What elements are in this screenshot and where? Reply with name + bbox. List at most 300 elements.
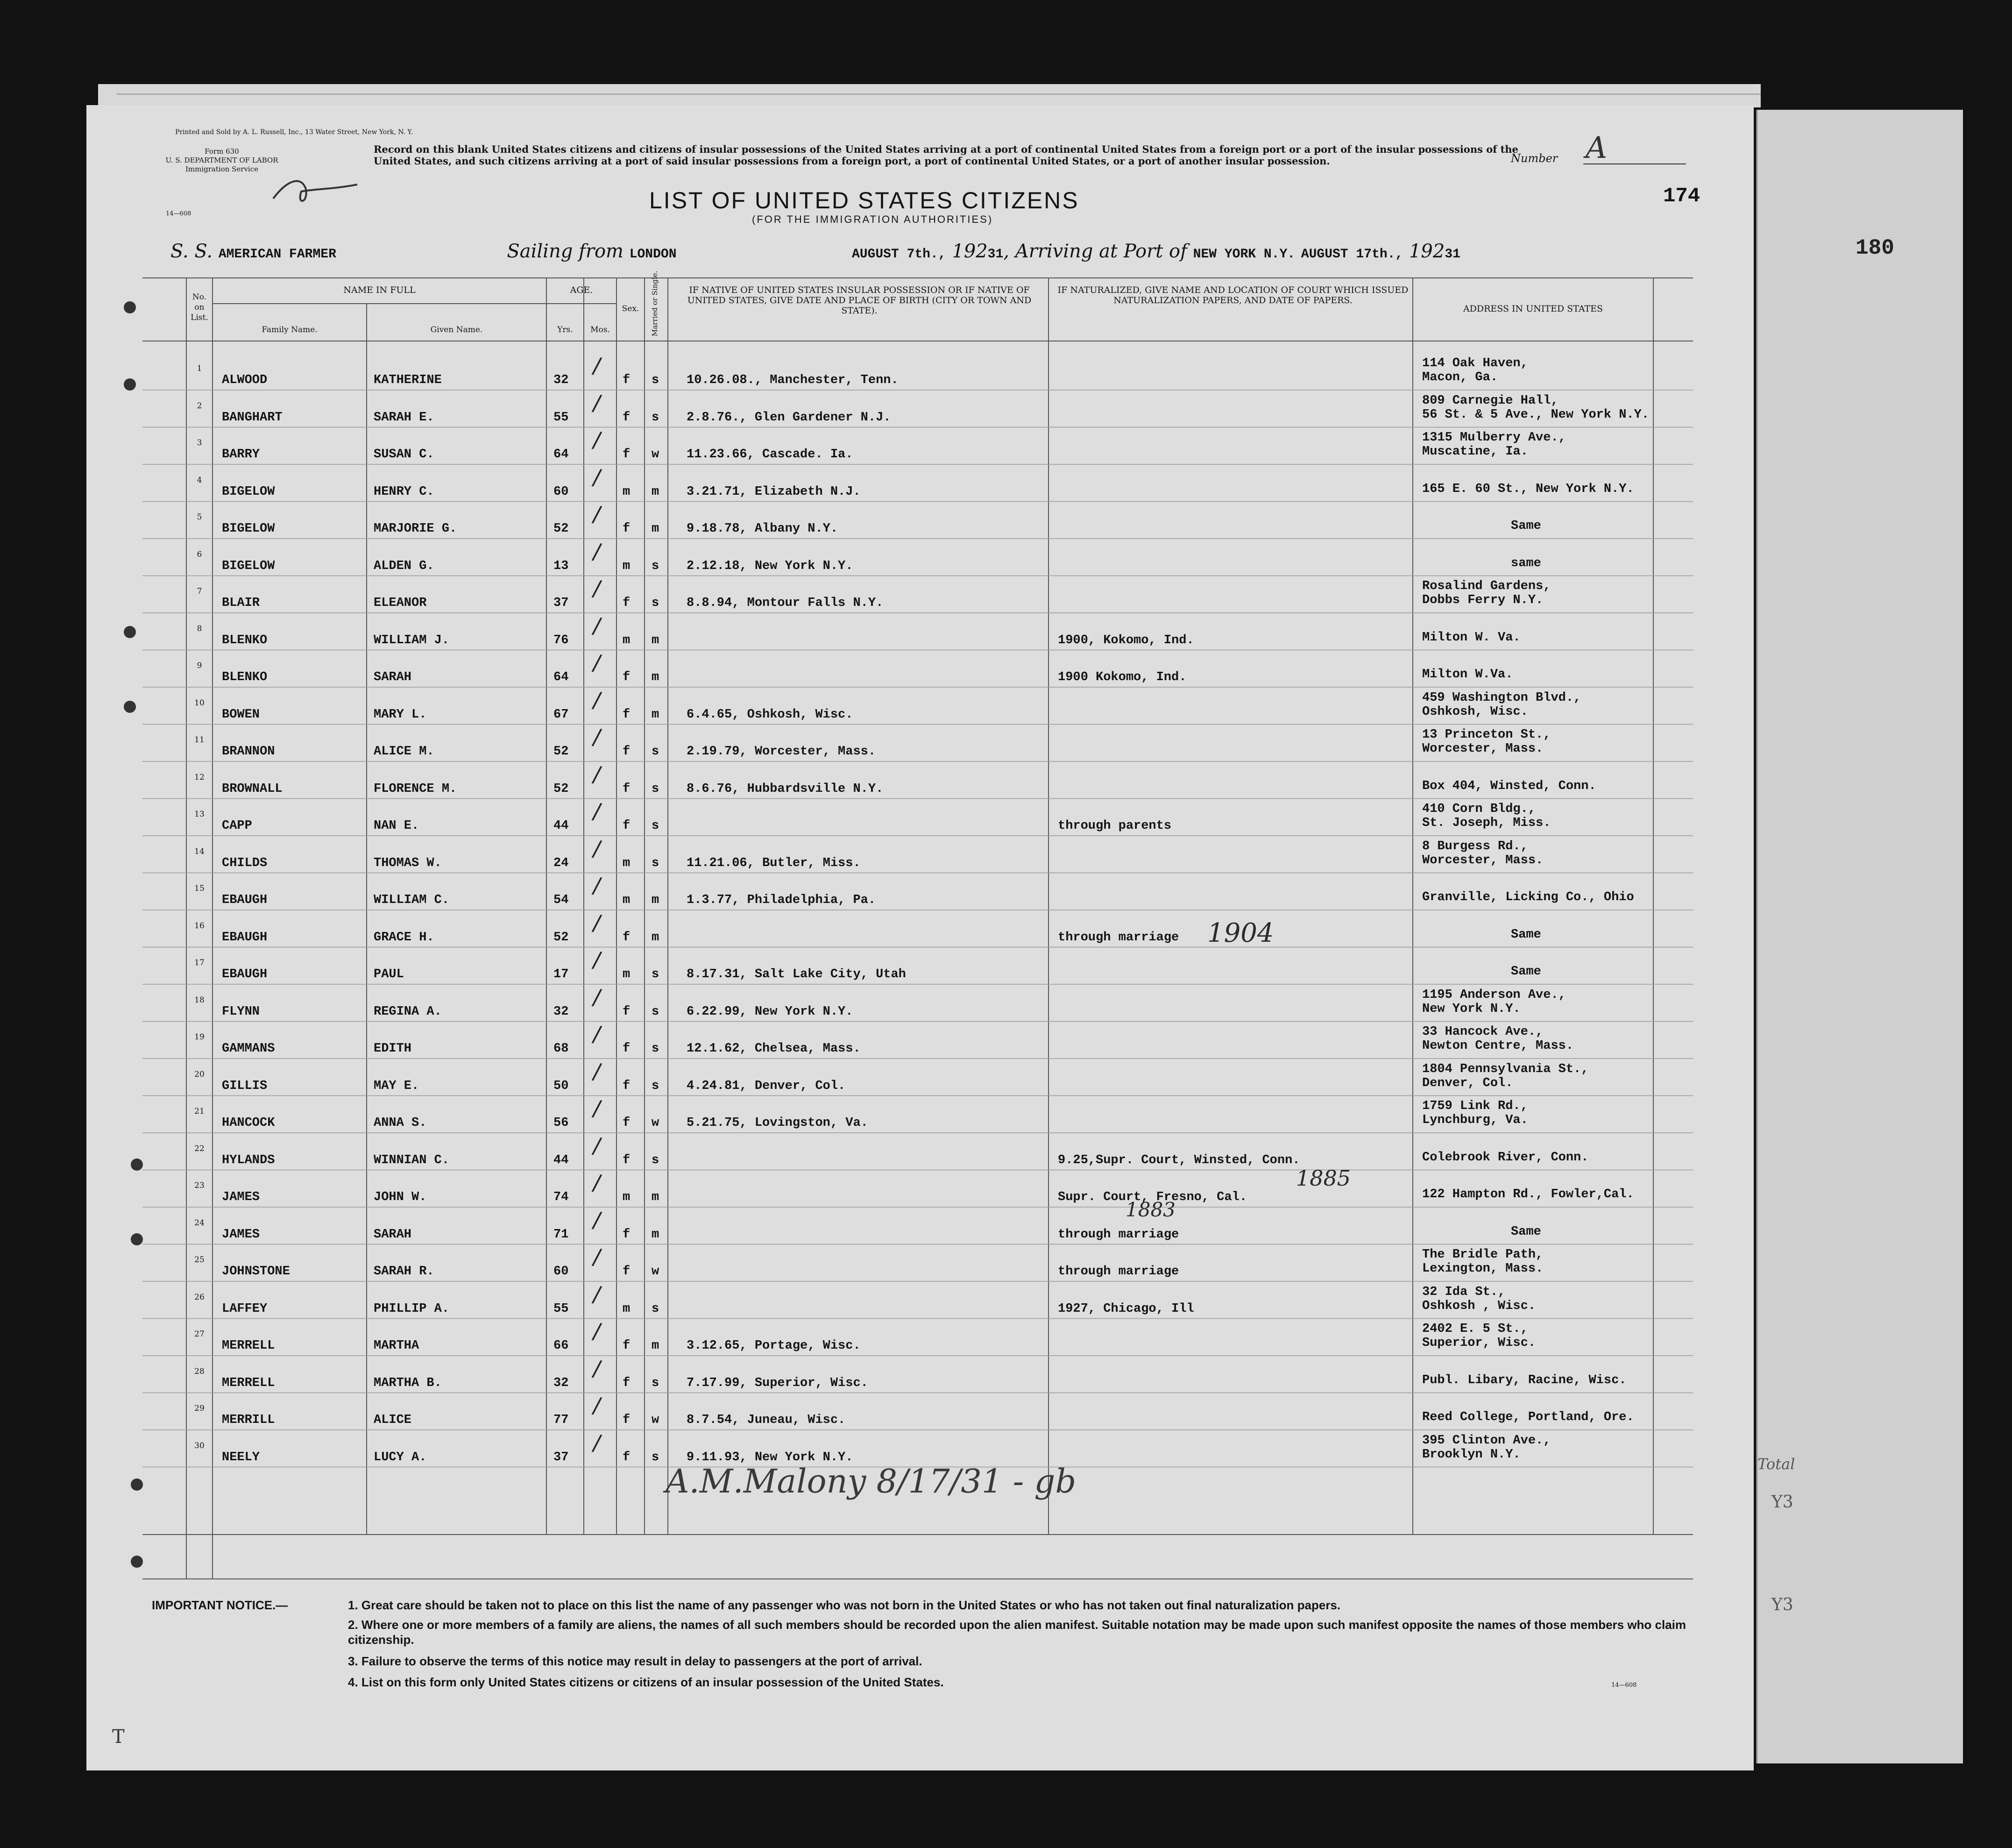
cell-birth: 1.3.77, Philadelphia, Pa. (687, 893, 876, 907)
row-number: 29 (194, 1404, 205, 1413)
cell-age: 52 (553, 930, 569, 945)
cell-family: EBAUGH (222, 967, 268, 981)
punch-hole (131, 1233, 143, 1245)
punch-hole (131, 1478, 143, 1491)
row-number: 13 (194, 810, 205, 819)
punch-hole (124, 301, 136, 313)
cell-address-line1: 13 Princeton St., (1422, 728, 1551, 742)
cell-birth: 6.4.65, Oshkosh, Wisc. (687, 707, 853, 722)
check-mark-icon: / (591, 1095, 603, 1122)
check-mark-icon: / (591, 798, 603, 825)
cell-age: 55 (553, 1301, 569, 1316)
cell-address-line2: St. Joseph, Miss. (1422, 816, 1551, 830)
row-number: 14 (194, 846, 205, 856)
cell-sex: f (623, 1153, 631, 1167)
notice-title: IMPORTANT NOTICE.— (152, 1598, 288, 1612)
cell-age: 44 (553, 819, 569, 833)
row-number: 11 (194, 735, 205, 745)
cell-family: BOWEN (222, 707, 260, 722)
cell-ms: s (652, 559, 659, 573)
check-mark-icon: / (591, 538, 603, 565)
arrival-year: 31 (1445, 247, 1460, 262)
cell-ms: s (652, 967, 659, 981)
cell-birth: 11.23.66, Cascade. Ia. (687, 448, 853, 462)
form-code: 14—608 (1611, 1682, 1637, 1689)
cell-given: SUSAN C. (374, 448, 434, 462)
cell-given: LUCY A. (374, 1450, 427, 1464)
check-mark-icon: / (591, 1244, 603, 1271)
cell-address-line2: Publ. Libary, Racine, Wisc. (1422, 1373, 1627, 1387)
cell-age: 67 (553, 707, 569, 722)
cell-sex: f (623, 707, 631, 722)
cell-age: 32 (553, 1376, 569, 1390)
notice-item: 2. Where one or more members of a family are aliens, the names of all such members should be recorded upon the alien manifest. Suitable notation may be made upon such manifest opposite the names of those members who claim citizenship. (348, 1618, 1686, 1647)
check-mark-icon: / (591, 1280, 603, 1308)
cell-address-line2: Lexington, Mass. (1422, 1262, 1544, 1276)
cell-nat: through marriage (1058, 1227, 1179, 1242)
check-mark-icon: / (591, 389, 603, 417)
cell-family: JOHNSTONE (222, 1265, 290, 1279)
cell-nat: 9.25,Supr. Court, Winsted, Conn. (1058, 1153, 1300, 1167)
voyage-line (170, 241, 1460, 262)
cell-address-line1: Rosalind Gardens, (1422, 579, 1551, 593)
row-number: 5 (197, 512, 202, 522)
cell-birth: 2.12.18, New York N.Y. (687, 559, 853, 573)
row-number: 4 (197, 475, 202, 485)
row-number: 8 (197, 624, 202, 633)
cell-family: MERRELL (222, 1339, 275, 1353)
check-mark-icon: / (591, 1392, 603, 1419)
cell-age: 76 (553, 633, 569, 647)
row-number: 22 (194, 1144, 205, 1153)
cell-address-line2: Granville, Licking Co., Ohio (1422, 890, 1634, 904)
cell-sex: f (623, 782, 631, 796)
cell-sex: f (623, 670, 631, 684)
ship-name: AMERICAN FARMER (218, 247, 336, 262)
cell-family: JAMES (222, 1227, 260, 1242)
cell-nat: 1900 Kokomo, Ind. (1058, 670, 1187, 684)
cell-address-line1: 32 Ida St., (1422, 1285, 1506, 1299)
handwritten-year: 1885 (1296, 1166, 1351, 1191)
cell-birth: 3.12.65, Portage, Wisc. (687, 1339, 861, 1353)
row-number: 3 (197, 438, 202, 448)
handwritten-year: 1883 (1126, 1198, 1176, 1221)
row-number: 2 (197, 401, 202, 411)
cell-address-line1: 410 Corn Bldg., (1422, 802, 1536, 816)
check-mark-icon: / (591, 686, 603, 714)
cell-age: 71 (553, 1227, 569, 1242)
cell-given: MARTHA B. (374, 1376, 442, 1390)
cell-given: SARAH (374, 670, 412, 684)
arrival-date: AUGUST 17th., (1301, 247, 1403, 262)
tally-mark: Y3 (1771, 1595, 1793, 1614)
cell-address-line1: The Bridle Path, (1422, 1248, 1544, 1262)
cell-ms: s (652, 1004, 659, 1019)
departure-date: AUGUST 7th., (851, 247, 946, 262)
cell-age: 52 (553, 522, 569, 536)
row-number: 17 (194, 958, 205, 967)
manifest-sheet (86, 105, 1754, 1770)
punch-hole (131, 1159, 143, 1171)
cell-address-line1: 33 Hancock Ave., (1422, 1025, 1544, 1039)
cell-given: ELEANOR (374, 596, 427, 610)
printer-line: Printed and Sold by A. L. Russell, Inc., 13 Water Street, New York, N. Y. (175, 128, 413, 136)
cell-sex: f (623, 410, 631, 425)
check-mark (269, 171, 362, 213)
underlying-sheet (1756, 110, 1963, 1763)
cell-address-line2: Same (1511, 965, 1541, 979)
departure-year: 31 (987, 247, 1004, 262)
cell-sex: f (623, 1042, 631, 1056)
cell-address-line2: New York N.Y. (1422, 1002, 1521, 1016)
cell-address-line1: 1804 Pennsylvania St., (1422, 1062, 1589, 1076)
cell-age: 74 (553, 1190, 569, 1204)
row-number: 19 (194, 1032, 205, 1042)
cell-birth: 8.8.94, Montour Falls N.Y. (687, 596, 884, 610)
cell-address-line1: 809 Carnegie Hall, (1422, 393, 1559, 408)
check-mark-icon: / (591, 835, 603, 862)
cell-given: MARTHA (374, 1339, 419, 1353)
cell-family: JAMES (222, 1190, 260, 1204)
cell-given: KATHERINE (374, 373, 442, 387)
cell-address-line2: Colebrook River, Conn. (1422, 1150, 1589, 1165)
cell-family: BANGHART (222, 410, 283, 425)
cell-sex: m (623, 559, 631, 573)
cell-ms: m (652, 707, 659, 722)
cell-given: FLORENCE M. (374, 782, 457, 796)
cell-address-line2: same (1511, 556, 1541, 570)
cell-family: EBAUGH (222, 930, 268, 945)
cell-birth: 10.26.08., Manchester, Tenn. (687, 373, 899, 387)
row-number: 10 (194, 698, 205, 708)
cell-address-line2: Macon, Ga. (1422, 370, 1498, 384)
col-header-yrs: Yrs. (557, 325, 573, 334)
cell-birth: 11.21.06, Butler, Miss. (687, 856, 861, 870)
cell-family: LAFFEY (222, 1301, 268, 1316)
cell-ms: s (652, 819, 659, 833)
cell-given: SARAH (374, 1227, 412, 1242)
cell-ms: s (652, 1042, 659, 1056)
cell-given: SARAH R. (374, 1265, 434, 1279)
cell-age: 50 (553, 1079, 569, 1093)
cell-given: PAUL (374, 967, 404, 981)
cell-birth: 9.11.93, New York N.Y. (687, 1450, 853, 1464)
cell-address-line2: Superior, Wisc. (1422, 1336, 1536, 1350)
row-number: 21 (194, 1107, 205, 1116)
col-header-married: Married or Single. (651, 270, 659, 336)
cell-family: BARRY (222, 448, 260, 462)
cell-address-line2: Dobbs Ferry N.Y. (1422, 593, 1544, 607)
cell-birth: 8.17.31, Salt Lake City, Utah (687, 967, 906, 981)
cell-age: 60 (553, 1265, 569, 1279)
cell-birth: 2.8.76., Glen Gardener N.J. (687, 410, 891, 425)
form-subtitle: (FOR THE IMMIGRATION AUTHORITIES) (752, 213, 993, 225)
cell-family: ALWOOD (222, 373, 268, 387)
cell-age: 24 (553, 856, 569, 870)
cell-sex: f (623, 1004, 631, 1019)
row-number: 15 (194, 884, 205, 893)
cell-ms: s (652, 1450, 659, 1464)
cell-given: HENRY C. (374, 484, 434, 499)
cell-given: THOMAS W. (374, 856, 442, 870)
cell-address-line2: Same (1511, 519, 1541, 533)
number-label: Number (1511, 152, 1558, 165)
check-mark-icon: / (591, 426, 603, 454)
cell-address-line1: 459 Washington Blvd., (1422, 690, 1581, 705)
cell-sex: f (623, 522, 631, 536)
cell-birth: 8.7.54, Juneau, Wisc. (687, 1413, 846, 1427)
cell-age: 66 (553, 1339, 569, 1353)
cell-ms: m (652, 670, 659, 684)
cell-address-line2: Lynchburg, Va. (1422, 1113, 1528, 1127)
check-mark-icon: / (591, 1318, 603, 1345)
col-header-no: No. on List. (191, 292, 208, 322)
row-number: 9 (197, 661, 202, 670)
cell-ms: s (652, 1079, 659, 1093)
row-number: 30 (194, 1441, 205, 1450)
table-grid (86, 105, 1754, 1770)
margin-mark: T (112, 1726, 125, 1748)
cell-birth: 5.21.75, Lovingston, Va. (687, 1116, 868, 1130)
page-number: 174 (1663, 185, 1700, 208)
number-value: A (1586, 131, 1608, 165)
cell-family: BLAIR (222, 596, 260, 610)
check-mark-icon: / (591, 649, 603, 676)
check-mark-icon: / (591, 872, 603, 899)
cell-sex: m (623, 856, 631, 870)
cell-birth: 3.21.71, Elizabeth N.J. (687, 484, 861, 499)
cell-sex: f (623, 1227, 631, 1242)
cell-address-line2: Box 404, Winsted, Conn. (1422, 779, 1596, 793)
arriving-label: , Arriving at Port of (1003, 241, 1187, 262)
cell-given: WINNIAN C. (374, 1153, 450, 1167)
cell-age: 64 (553, 448, 569, 462)
cell-address-line1: 2402 E. 5 St., (1422, 1322, 1528, 1336)
cell-nat: 1900, Kokomo, Ind. (1058, 633, 1194, 647)
handwritten-year: 1904 (1207, 918, 1274, 948)
cell-ms: s (652, 745, 659, 759)
departure-port: LONDON (629, 247, 677, 262)
row-number: 18 (194, 995, 205, 1005)
cell-age: 37 (553, 596, 569, 610)
cell-birth: 4.24.81, Denver, Col. (687, 1079, 846, 1093)
check-mark-icon: / (591, 463, 603, 491)
check-mark-icon: / (591, 983, 603, 1011)
cell-birth: 7.17.99, Superior, Wisc. (687, 1376, 868, 1390)
cell-address-line2: Same (1511, 1224, 1541, 1239)
cell-given: ANNA S. (374, 1116, 427, 1130)
cell-given: WILLIAM J. (374, 633, 450, 647)
cell-sex: f (623, 1265, 631, 1279)
col-header-age: AGE. (570, 285, 593, 295)
cell-address-line2: Denver, Col. (1422, 1076, 1513, 1090)
cell-ms: m (652, 1227, 659, 1242)
punch-hole (124, 701, 136, 713)
cell-age: 32 (553, 373, 569, 387)
cell-age: 17 (553, 967, 569, 981)
row-number: 28 (194, 1366, 205, 1376)
record-instructions: Record on this blank United States citizens and citizens of insular possessions of the United States arriving at a port of continental United States from a foreign port or a port of the insular possessions of the United States, and such citizens arriving at a port of said insular possessions from a foreign port, a port of continental United States, or a port of another insular possession. (374, 143, 1518, 167)
notice-item: 1. Great care should be taken not to place on this list the name of any passenger who was not born in the United States or who has not taken out final naturalization papers. (348, 1598, 1341, 1612)
form-title: LIST OF UNITED STATES CITIZENS (649, 187, 1079, 213)
row-number: 20 (194, 1069, 205, 1079)
cell-address-line2: Newton Centre, Mass. (1422, 1039, 1574, 1053)
cell-address-line2: Milton W.Va. (1422, 668, 1513, 682)
col-header-mos: Mos. (590, 325, 610, 334)
cell-family: CHILDS (222, 856, 268, 870)
check-mark-icon: / (591, 1429, 603, 1457)
cell-sex: f (623, 1339, 631, 1353)
cell-address-line2: Milton W. Va. (1422, 630, 1521, 645)
check-mark-icon: / (591, 612, 603, 640)
cell-family: CAPP (222, 819, 252, 833)
cell-sex: m (623, 633, 631, 647)
service: Immigration Service (185, 165, 259, 173)
cell-family: HANCOCK (222, 1116, 275, 1130)
notice-item: 3. Failure to observe the terms of this notice may result in delay to passengers at the port of arrival. (348, 1654, 922, 1668)
cell-ms: s (652, 856, 659, 870)
tally-mark: Y3 (1771, 1493, 1793, 1512)
form-code: 14—608 (166, 210, 191, 217)
cell-sex: m (623, 893, 631, 907)
cell-family: BRANNON (222, 745, 275, 759)
cell-sex: f (623, 819, 631, 833)
cell-address-line2: Oshkosh , Wisc. (1422, 1299, 1536, 1313)
cell-address-line1: 1315 Mulberry Ave., (1422, 431, 1566, 445)
check-mark-icon: / (591, 761, 603, 788)
check-mark-icon: / (591, 1058, 603, 1085)
cell-nat: through marriage (1058, 930, 1179, 945)
col-header-given: Given Name. (430, 325, 483, 334)
cell-ms: s (652, 373, 659, 387)
cell-sex: f (623, 448, 631, 462)
cell-sex: f (623, 930, 631, 945)
notice-item: 4. List on this form only United States citizens or citizens of an insular possession of the United States. (348, 1675, 944, 1689)
cell-family: MERRELL (222, 1376, 275, 1390)
cell-nat: 1927, Chicago, Ill (1058, 1301, 1194, 1316)
cell-birth: 8.6.76, Hubbardsville N.Y. (687, 782, 884, 796)
cell-family: BIGELOW (222, 484, 275, 499)
form-number: Form 630 (205, 147, 239, 156)
cell-age: 52 (553, 745, 569, 759)
cell-family: NEELY (222, 1450, 260, 1464)
cell-ms: m (652, 930, 659, 945)
cell-sex: f (623, 745, 631, 759)
cell-given: JOHN W. (374, 1190, 427, 1204)
cell-age: 77 (553, 1413, 569, 1427)
row-number: 23 (194, 1181, 205, 1190)
cell-age: 56 (553, 1116, 569, 1130)
row-number: 27 (194, 1329, 205, 1339)
cell-ms: m (652, 633, 659, 647)
cell-address-line2: 56 St. & 5 Ave., New York N.Y. (1422, 407, 1650, 422)
cell-given: MARJORIE G. (374, 522, 457, 536)
row-number: 7 (197, 587, 202, 596)
check-mark-icon: / (591, 1021, 603, 1048)
row-number: 6 (197, 549, 202, 559)
punch-hole (124, 378, 136, 391)
check-mark-icon: / (591, 946, 603, 974)
cell-address-line2: Same (1511, 927, 1541, 942)
col-header-birth: IF NATIVE OF UNITED STATES INSULAR POSSESSION OR IF NATIVE OF UNITED STATES, GIVE DATE AND PLACE OF BIRTH (CITY OR TOWN AND STATE). (687, 285, 1032, 316)
inspector-signature: A.M.Malony 8/17/31 - gb (666, 1462, 1077, 1500)
cell-ms: m (652, 1339, 659, 1353)
row-number: 25 (194, 1255, 205, 1265)
cell-sex: f (623, 373, 631, 387)
cell-sex: f (623, 596, 631, 610)
cell-ms: w (652, 448, 659, 462)
cell-family: EBAUGH (222, 893, 268, 907)
cell-ms: s (652, 1376, 659, 1390)
cell-age: 64 (553, 670, 569, 684)
cell-address-line2: Muscatine, Ia. (1422, 445, 1528, 459)
cell-given: REGINA A. (374, 1004, 442, 1019)
row-number: 26 (194, 1292, 205, 1302)
cell-ms: w (652, 1265, 659, 1279)
total-mark: Total (1757, 1455, 1795, 1473)
row-number: 12 (194, 772, 205, 782)
row-number: 1 (197, 364, 202, 373)
cell-ms: w (652, 1413, 659, 1427)
cell-address-line1: 114 Oak Haven, (1422, 356, 1528, 370)
cell-given: PHILLIP A. (374, 1301, 450, 1316)
cell-address-line2: Reed College, Portland, Ore. (1422, 1410, 1634, 1424)
cell-ms: s (652, 782, 659, 796)
arrival-port: NEW YORK N.Y. (1193, 247, 1296, 262)
cell-given: NAN E. (374, 819, 419, 833)
punch-hole (124, 626, 136, 638)
cell-family: HYLANDS (222, 1153, 275, 1167)
cell-sex: f (623, 1376, 631, 1390)
cell-address-line1: 395 Clinton Ave., (1422, 1433, 1551, 1448)
check-mark-icon: / (591, 1132, 603, 1159)
row-number: 24 (194, 1218, 205, 1228)
cell-given: SARAH E. (374, 410, 434, 425)
cell-address-line2: Worcester, Mass. (1422, 742, 1544, 756)
form-id-block (147, 147, 297, 174)
cell-nat: through marriage (1058, 1265, 1179, 1279)
cell-address-line2: 165 E. 60 St., New York N.Y. (1422, 482, 1634, 496)
cell-given: ALICE M. (374, 745, 434, 759)
cell-address-line1: 1759 Link Rd., (1422, 1099, 1528, 1113)
cell-birth: 12.1.62, Chelsea, Mass. (687, 1042, 861, 1056)
cell-address-line1: 8 Burgess Rd., (1422, 839, 1528, 853)
cell-given: WILLIAM C. (374, 893, 450, 907)
cell-age: 60 (553, 484, 569, 499)
cell-age: 37 (553, 1450, 569, 1464)
cell-sex: f (623, 1413, 631, 1427)
cell-sex: m (623, 1301, 631, 1316)
col-header-address: ADDRESS IN UNITED STATES (1463, 304, 1603, 314)
cell-family: GAMMANS (222, 1042, 275, 1056)
cell-given: MARY L. (374, 707, 427, 722)
cell-birth: 6.22.99, New York N.Y. (687, 1004, 853, 1019)
check-mark-icon: / (591, 575, 603, 602)
cell-family: BIGELOW (222, 522, 275, 536)
sailing-label: Sailing from (507, 241, 623, 262)
cell-address-line2: Worcester, Mass. (1422, 853, 1544, 867)
col-header-naturalized: IF NATURALIZED, GIVE NAME AND LOCATION OF COURT WHICH ISSUED NATURALIZATION PAPERS, AND DATE OF PAPERS. (1057, 285, 1409, 306)
underlying-page-number: 180 (1856, 236, 1894, 260)
cell-address-line2: Oshkosh, Wisc. (1422, 704, 1528, 719)
cell-given: ALICE (374, 1413, 412, 1427)
col-header-family: Family Name. (262, 325, 318, 334)
check-mark-icon: / (591, 1206, 603, 1234)
year-prefix: 192 (1409, 241, 1445, 262)
check-mark-icon: / (591, 352, 603, 379)
cell-age: 68 (553, 1042, 569, 1056)
cell-ms: s (652, 596, 659, 610)
